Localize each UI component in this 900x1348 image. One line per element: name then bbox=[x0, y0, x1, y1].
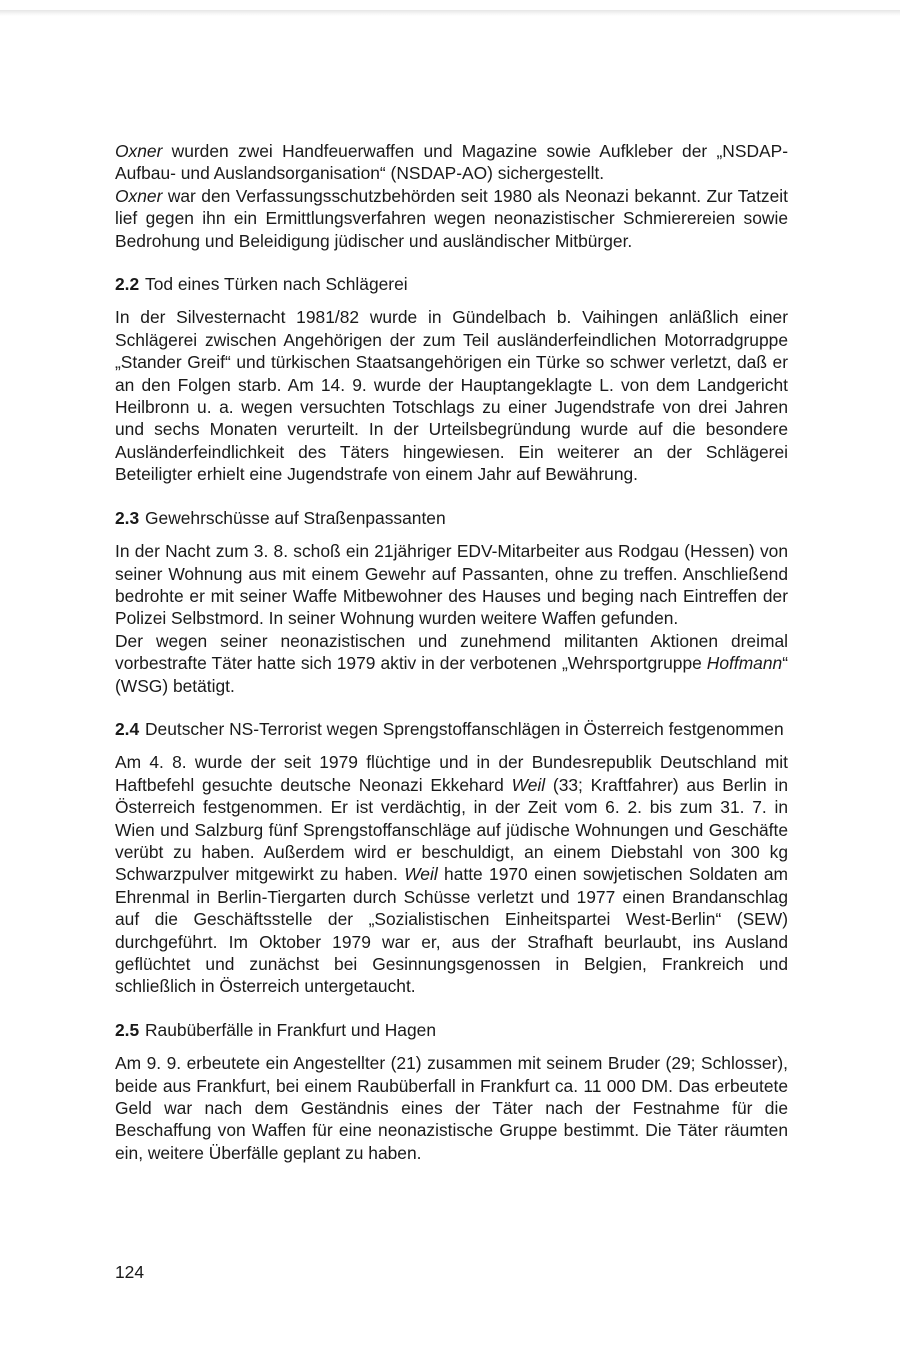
section-title: Gewehrschüsse auf Straßenpassanten bbox=[145, 507, 446, 528]
text-run: “ (WSG) betätigt. bbox=[115, 653, 788, 696]
section-number: 2.5 bbox=[115, 1019, 140, 1040]
text-run: In der Silvesternacht 1981/82 wurde in Gündelbach b. Vaihingen anläßlich einer Schlägerei zwischen Angehörigen der zum Teil ausländerfeindlichen Motorradgruppe „Stander Greif“ und türkischen Staatsangehörigen ein Türke so schwer verletzt, daß er an den Folgen starb. Am 14. 9. wurde der Hauptangeklagte L. von dem Landgericht Heilbronn u. a. wegen versuchten Totschlags zu einer Jugendstrafe von drei Jahren und sechs Monaten verurteilt. In der Urteilsbegründung wurde auf die besondere Ausländerfeindlichkeit des Täters hingewiesen. Ein weiterer an der Schlägerei Beteiligter erhielt eine Jugendstrafe von einem Jahr auf Bewährung. bbox=[115, 307, 788, 485]
section-heading-2-4 bbox=[115, 718, 788, 740]
section-number: 2.4 bbox=[115, 718, 140, 739]
section-number: 2.2 bbox=[115, 274, 140, 295]
section-paragraph bbox=[115, 751, 788, 997]
page-number: 124 bbox=[115, 1262, 145, 1282]
intro-paragraph bbox=[115, 185, 788, 252]
section-paragraph bbox=[115, 630, 788, 697]
text-run: Am 9. 9. erbeutete ein Angestellter (21) zusammen mit seinem Bruder (29; Schlosser), beide aus Frankfurt, bei einem Raubüberfall in Frankfurt ca. 11 000 DM. Das erbeutete Geld war nach dem Geständnis eines der Täter nach der Festnahme für die Beschaffung von Waffen für eine neonazistische Gruppe bestimmt. Die Täter räumten ein, weitere Überfälle geplant zu haben. bbox=[115, 1053, 788, 1163]
section-paragraph bbox=[115, 540, 788, 630]
italic-name: Weil bbox=[511, 774, 546, 795]
text-run: Der wegen seiner neonazistischen und zunehmend militanten Aktionen dreimal vorbestrafte Täter hatte sich 1979 aktiv in der verbotenen „Wehrsportgruppe bbox=[115, 630, 788, 674]
italic-name: Oxner bbox=[115, 141, 163, 161]
italic-name: Hoffmann bbox=[706, 653, 783, 674]
text-run: wurden zwei Handfeuerwaffen und Magazine sowie Aufkleber der „NSDAP-Aufbau- und Auslandsorganisation“ (NSDAP-AO) sichergestellt. bbox=[115, 141, 788, 184]
section-title: Raubüberfälle in Frankfurt und Hagen bbox=[145, 1019, 436, 1040]
section-title: Deutscher NS-Terrorist wegen Sprengstoffanschlägen in Österreich festgenommen bbox=[145, 718, 784, 739]
italic-name: Weil bbox=[404, 864, 438, 885]
section-paragraph bbox=[115, 306, 788, 485]
section-heading-2-3 bbox=[115, 507, 788, 529]
document-page bbox=[115, 140, 788, 1164]
intro-paragraph bbox=[115, 140, 788, 185]
section-heading-2-2 bbox=[115, 273, 788, 295]
section-paragraph bbox=[115, 1052, 788, 1164]
italic-name: Oxner bbox=[115, 185, 163, 206]
text-run: In der Nacht zum 3. 8. schoß ein 21jähriger EDV-Mitarbeiter aus Rodgau (Hessen) von seiner Wohnung aus mit einem Gewehr auf Passanten, ohne zu treffen. Anschließend bedrohte er mit seiner Waffe Mitbewohner des Hauses und beging nach Eintreffen der Polizei Selbstmord. In seiner Wohnung wurden weitere Waffen gefunden. bbox=[115, 541, 788, 629]
text-run: Am 4. 8. wurde der seit 1979 flüchtige und in der Bundesrepublik Deutschland mit Haftbefehl gesuchte deutsche Neonazi Ekkehard bbox=[115, 752, 788, 795]
section-number: 2.3 bbox=[115, 507, 140, 528]
page-top-edge bbox=[0, 10, 900, 16]
text-run: (33; Kraftfahrer) aus Berlin in Österreich festgenommen. Er ist verdächtig, in der Zeit vom 6. 2. bis zum 31. 7. in Wien und Salzburg fünf Sprengstoffanschläge auf jüdische Wohnungen und Geschäfte verübt zu haben. Außerdem wird er beschuldigt, an einem Diebstahl von 300 kg Schwarzpulver mitgewirkt zu haben. bbox=[115, 774, 789, 885]
section-heading-2-5 bbox=[115, 1019, 788, 1041]
text-run: war den Verfassungsschutzbehörden seit 1980 als Neonazi bekannt. Zur Tatzeit lief gegen ihn ein Ermittlungsverfahren wegen neonazistischer Schmierereien sowie Bedrohung und Beleidigung jüdischer und ausländischer Mitbürger. bbox=[115, 185, 788, 251]
text-run: hatte 1970 einen sowjetischen Soldaten am Ehrenmal in Berlin-Tiergarten durch Schüsse verletzt und 1977 einen Brandanschlag auf die Geschäftsstelle der „Sozialistischen Einheitspartei West-Berlin“ (SEW) durchgeführt. Im Oktober 1979 war er, aus der Strafhaft beurlaubt, ins Ausland geflüchtet und zunächst bei Gesinnungsgenossen in Belgien, Frankreich und schließlich in Österreich untergetaucht. bbox=[115, 864, 788, 997]
section-title: Tod eines Türken nach Schlägerei bbox=[145, 274, 408, 295]
